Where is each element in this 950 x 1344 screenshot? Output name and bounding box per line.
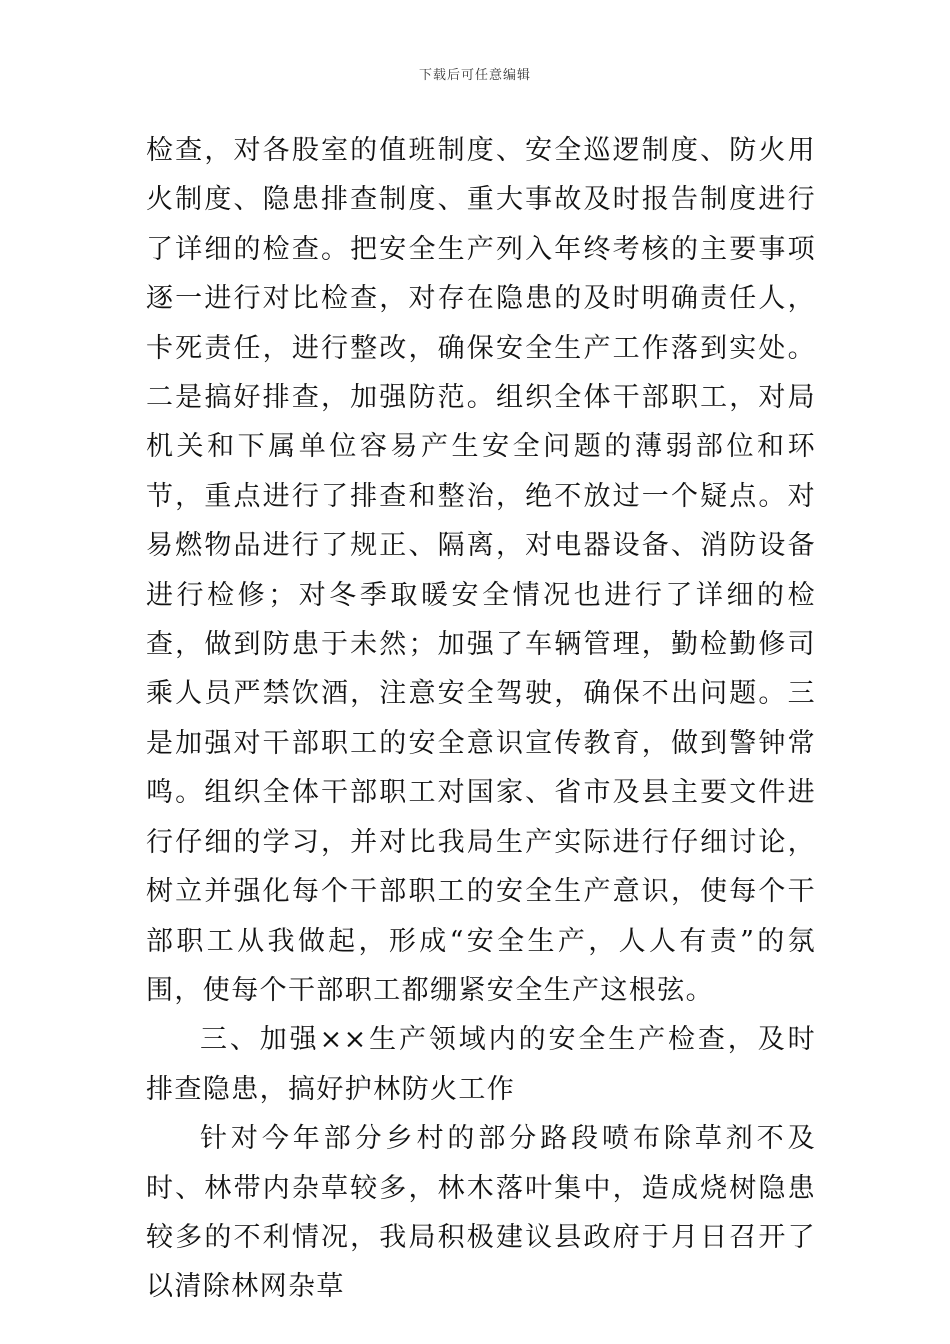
section-heading-forest-fire: 三、加强××生产领域内的安全生产检查，及时排查隐患，搞好护林防火工作 bbox=[146, 1024, 816, 1105]
paragraph-weed-clearing: 针对今年部分乡村的部分路段喷布除草剂不及时、林带内杂草较多，林木落叶集中，造成烧树隐患较多的不利情况，我局积极建议县政府于月日召开了以清除林网杂草 bbox=[146, 1123, 816, 1303]
document-body bbox=[146, 126, 816, 1312]
paragraph-safety-inspection: 检查，对各股室的值班制度、安全巡逻制度、防火用火制度、隐患排查制度、重大事故及时报告制度进行了详细的检查。把安全生产列入年终考核的主要事项逐一进行对比检查，对存在隐患的及时明确责任人，卡死责任，进行整改，确保安全生产工作落到实处。二是搞好排查，加强防范。组织全体干部职工，对局机关和下属单位容易产生安全问题的薄弱部位和环节，重点进行了排查和整治，绝不放过一个疑点。对易燃物品进行了规正、隔离，对电器设备、消防设备进行检修；对冬季取暖安全情况也进行了详细的检查，做到防患于未然；加强了车辆管理，勤检勤修司乘人员严禁饮酒，注意安全驾驶，确保不出问题。三是加强对干部职工的安全意识宣传教育，做到警钟常鸣。组织全体干部职工对国家、省市及县主要文件进行仔细的学习，并对比我局生产实际进行仔细讨论，树立并强化每个干部职工的安全生产意识，使每个干部职工从我做起，形成“安全生产，人人有责”的氛围，使每个干部职工都绷紧安全生产这根弦。 bbox=[146, 135, 816, 1006]
page-header-note: 下载后可任意编辑 bbox=[418, 68, 531, 83]
